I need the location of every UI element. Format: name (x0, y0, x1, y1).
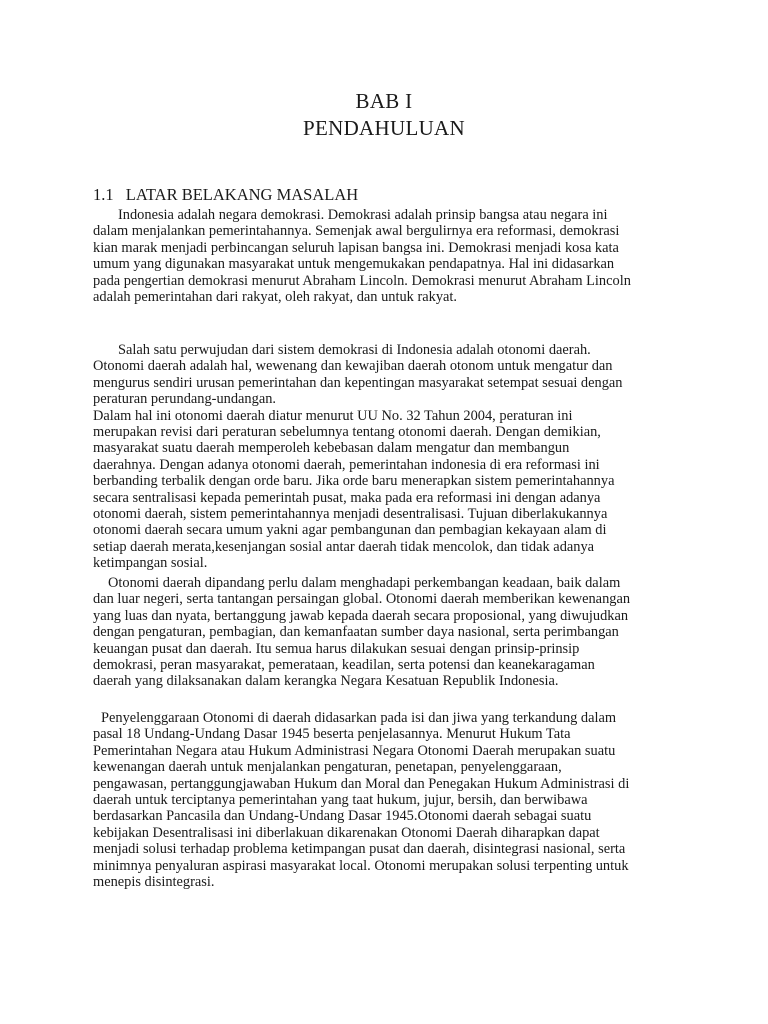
paragraph-line: ketimpangan sosial. (93, 555, 208, 572)
paragraph-line: otonomi daerah, sistem pemerintahannya menjadi desentralisasi. Tujuan diberlakukannya (93, 505, 608, 522)
paragraph-line: keuangan pusat dan daerah. Itu semua harus dilakukan sesuai dengan prinsip-prinsip (93, 640, 580, 657)
paragraph-line: peraturan perundang-undangan. (93, 391, 277, 408)
paragraph-line: pada pengertian demokrasi menurut Abraham Lincoln. Demokrasi menurut Abraham Lincoln (93, 272, 631, 289)
section-number: 1.1 (93, 185, 114, 204)
paragraph-line: daerahnya. Dengan adanya otonomi daerah, pemerintahan indonesia di era reformasi ini (93, 456, 600, 473)
paragraph-2 (93, 342, 693, 571)
paragraph-line: Salah satu perwujudan dari sistem demokrasi di Indonesia adalah otonomi daerah. (118, 342, 591, 358)
paragraph-line: Otonomi daerah dipandang perlu dalam menghadapi perkembangan keadaan, baik dalam (108, 575, 621, 591)
paragraph-line: yang luas dan nyata, bertanggung jawab kepada daerah secara proposional, yang diwujudkan (93, 607, 629, 624)
section-heading (93, 185, 358, 205)
paragraph-line: berdasarkan Pancasila dan Undang-Undang Dasar 1945.Otonomi daerah sebagai suatu (93, 808, 592, 825)
paragraph-line: Penyelenggaraan Otonomi di daerah didasarkan pada isi dan jiwa yang terkandung dalam (101, 710, 617, 726)
chapter-number: BAB I (355, 89, 413, 113)
paragraph-line: kewenangan daerah untuk menjalankan pengaturan, penetapan, penyelenggaraan, (93, 759, 562, 776)
paragraph-line: dalam menjalankan pemerintahannya. Semenjak awal bergulirnya era reformasi, demokrasi (93, 223, 620, 240)
paragraph-line: setiap daerah merata,kesenjangan sosial antar daerah tidak mencolok, dan tidak adanya (93, 538, 595, 555)
paragraph-line: menjadi solusi terhadap problema ketimpangan pusat dan daerah, disintegrasi nasional, serta (93, 841, 626, 858)
paragraph-line: masyarakat suatu daerah memperoleh kebebasan dalam mengatur dan membangun (93, 440, 570, 457)
paragraph-line: mengurus sendiri urusan pemerintahan dan kepentingan masyarakat setempat sesuai dengan (93, 374, 623, 391)
paragraph-line: Dalam hal ini otonomi daerah diatur menurut UU No. 32 Tahun 2004, peraturan ini (93, 407, 573, 424)
paragraph-line: kian marak menjadi perbincangan seluruh lapisan bangsa ini. Demokrasi menjadi kosa kata (93, 239, 619, 256)
paragraph-line: dan luar negeri, serta tantangan persaingan global. Otonomi daerah memberikan kewenangan (93, 591, 631, 608)
chapter-title: PENDAHULUAN (303, 116, 465, 140)
paragraph-line: Otonomi daerah adalah hal, wewenang dan kewajiban daerah otonom untuk mengatur dan (93, 358, 613, 375)
paragraph-4 (93, 710, 693, 890)
paragraph-line: minimnya penyaluran aspirasi masyarakat local. Otonomi merupakan solusi terpenting untuk (93, 857, 629, 874)
section-title: LATAR BELAKANG MASALAH (125, 185, 359, 204)
paragraph-line: otonomi daerah secara umum yakni agar pembangunan dan pembagian kekayaan alam di (93, 522, 607, 539)
paragraph-line: Pemerintahan Negara atau Hukum Administrasi Negara Otonomi Daerah merupakan suatu (93, 742, 616, 759)
paragraph-1 (93, 207, 693, 305)
paragraph-line: pasal 18 Undang-Undang Dasar 1945 beserta penjelasannya. Menurut Hukum Tata (93, 726, 571, 743)
paragraph-line: daerah untuk terciptanya pemerintahan yang taat hukum, jujur, bersih, dan berwibawa (93, 791, 588, 808)
paragraph-line: umum yang digunakan masyarakat untuk mengemukakan pendapatnya. Hal ini didasarkan (93, 256, 615, 273)
paragraph-line: Indonesia adalah negara demokrasi. Demokrasi adalah prinsip bangsa atau negara ini (118, 207, 608, 223)
paragraph-3 (93, 575, 693, 690)
paragraph-line: pengawasan, pertanggungjawaban Hukum dan Moral dan Penegakan Hukum Administrasi di (93, 775, 630, 792)
paragraph-line: dengan pengaturan, pembagian, dan kemanfaatan sumber daya nasional, serta perimbangan (93, 624, 619, 641)
paragraph-line: adalah pemerintahan dari rakyat, oleh rakyat, dan untuk rakyat. (93, 288, 458, 305)
paragraph-line: menepis disintegrasi. (93, 873, 215, 890)
paragraph-line: kebijakan Desentralisasi ini diberlakuan dikarenakan Otonomi Daerah diharapkan dapat (93, 824, 600, 841)
paragraph-line: berbanding terbalik dengan orde baru. Jika orde baru menerapkan sistem pemerintahannya (93, 473, 615, 490)
paragraph-line: daerah yang dilaksanakan dalam kerangka Negara Kesatuan Republik Indonesia. (93, 673, 559, 690)
paragraph-line: secara sentralisasi kepada pemerintah pusat, maka pada era reformasi ini dengan adanya (93, 489, 601, 506)
paragraph-line: merupakan revisi dari peraturan sebelumnya tentang otonomi daerah. Dengan demikian, (93, 423, 601, 440)
paragraph-line: demokrasi, peran masyarakat, pemerataan, keadilan, serta potensi dan keanekaragaman (93, 656, 595, 673)
